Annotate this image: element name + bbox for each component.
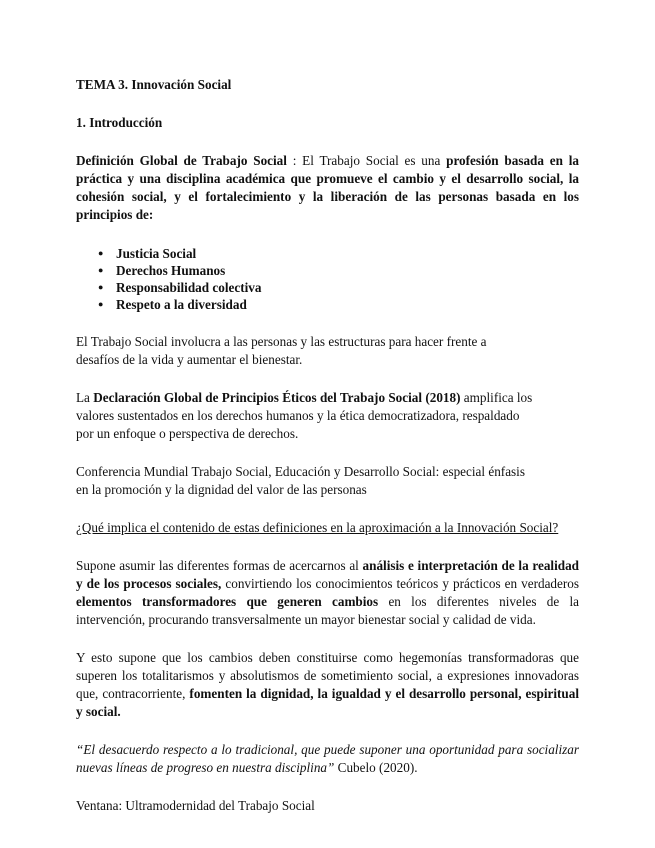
list-item: ● Derechos Humanos <box>116 262 579 279</box>
quote-paragraph <box>76 741 579 777</box>
bold-run: análisis e interpretación de la realidad y de los procesos sociales, <box>76 558 580 591</box>
list-item: ● Justicia Social <box>116 245 579 262</box>
bold-run: elementos transformadores que generen cambios <box>76 594 379 609</box>
definition-paragraph <box>76 152 579 224</box>
ventana-line: Ventana: Ultramodernidad del Trabajo Social <box>76 798 315 813</box>
text-line: La <box>76 390 94 405</box>
definition-label: Definición Global de Trabajo Social <box>76 153 287 168</box>
text-line: amplifica los <box>460 390 533 405</box>
list-item: ● Respeto a la diversidad <box>116 296 579 313</box>
text-line: El Trabajo Social involucra a las personas y las estructuras para hacer frente a <box>76 334 487 349</box>
quote-text: “El desacuerdo respecto a lo tradicional, que puede suponer una oportunidad para socializar nuevas líneas de progreso en nuestra disciplina” <box>76 742 579 775</box>
definition-bold-text: profesión basada en la práctica y una disciplina académica que promueve el cambio y el desarrollo social, la cohesión social, y el fortalecimiento y la liberación de las personas basada en los principios de: <box>76 153 579 222</box>
doc-title: TEMA 3. Innovación Social <box>76 77 232 92</box>
quote-citation: Cubelo (2020). <box>334 760 418 775</box>
text-run: Supone asumir las diferentes formas de acercarnos al <box>76 558 363 573</box>
text-run: en los diferentes niveles de la intervención, procurando transversalmente un mayor bienestar social y calidad de vida. <box>76 594 579 627</box>
text-line: por un enfoque o perspectiva de derechos. <box>76 426 299 441</box>
declaracion-bold: Declaración Global de Principios Éticos del Trabajo Social (2018) <box>93 390 461 405</box>
involucra-paragraph <box>76 333 579 369</box>
text-line: desafíos de la vida y aumentar el bienestar. <box>76 352 303 367</box>
declaracion-paragraph <box>76 389 579 443</box>
supone-paragraph <box>76 557 579 629</box>
principles-list <box>76 245 579 313</box>
conferencia-paragraph <box>76 463 579 499</box>
text-run: Y esto supone que los cambios deben constituirse como hegemonías transformadoras que superen los totalitarismos y absolutismos de sometimiento social, a expresiones innovadoras que, contracorriente, <box>76 650 579 701</box>
question-line: ¿Qué implica el contenido de estas definiciones en la aproximación a la Innovación Social? <box>76 520 559 535</box>
text-line: en la promoción y la dignidad del valor de las personas <box>76 482 367 497</box>
list-item: ● Responsabilidad colectiva <box>116 279 579 296</box>
text-line: valores sustentados en los derechos humanos y la ética democratizadora, respaldado <box>76 408 520 423</box>
section-heading: 1. Introducción <box>76 115 163 130</box>
definition-sep: : El Trabajo Social es una <box>286 153 447 168</box>
esto-paragraph <box>76 649 579 721</box>
text-run: convirtiendo los conocimientos teóricos y prácticos en verdaderos <box>221 576 579 591</box>
text-line: Conferencia Mundial Trabajo Social, Educación y Desarrollo Social: especial énfasis <box>76 464 525 479</box>
bold-run: fomenten la dignidad, la igualdad y el desarrollo personal, espiritual y social. <box>76 686 579 719</box>
